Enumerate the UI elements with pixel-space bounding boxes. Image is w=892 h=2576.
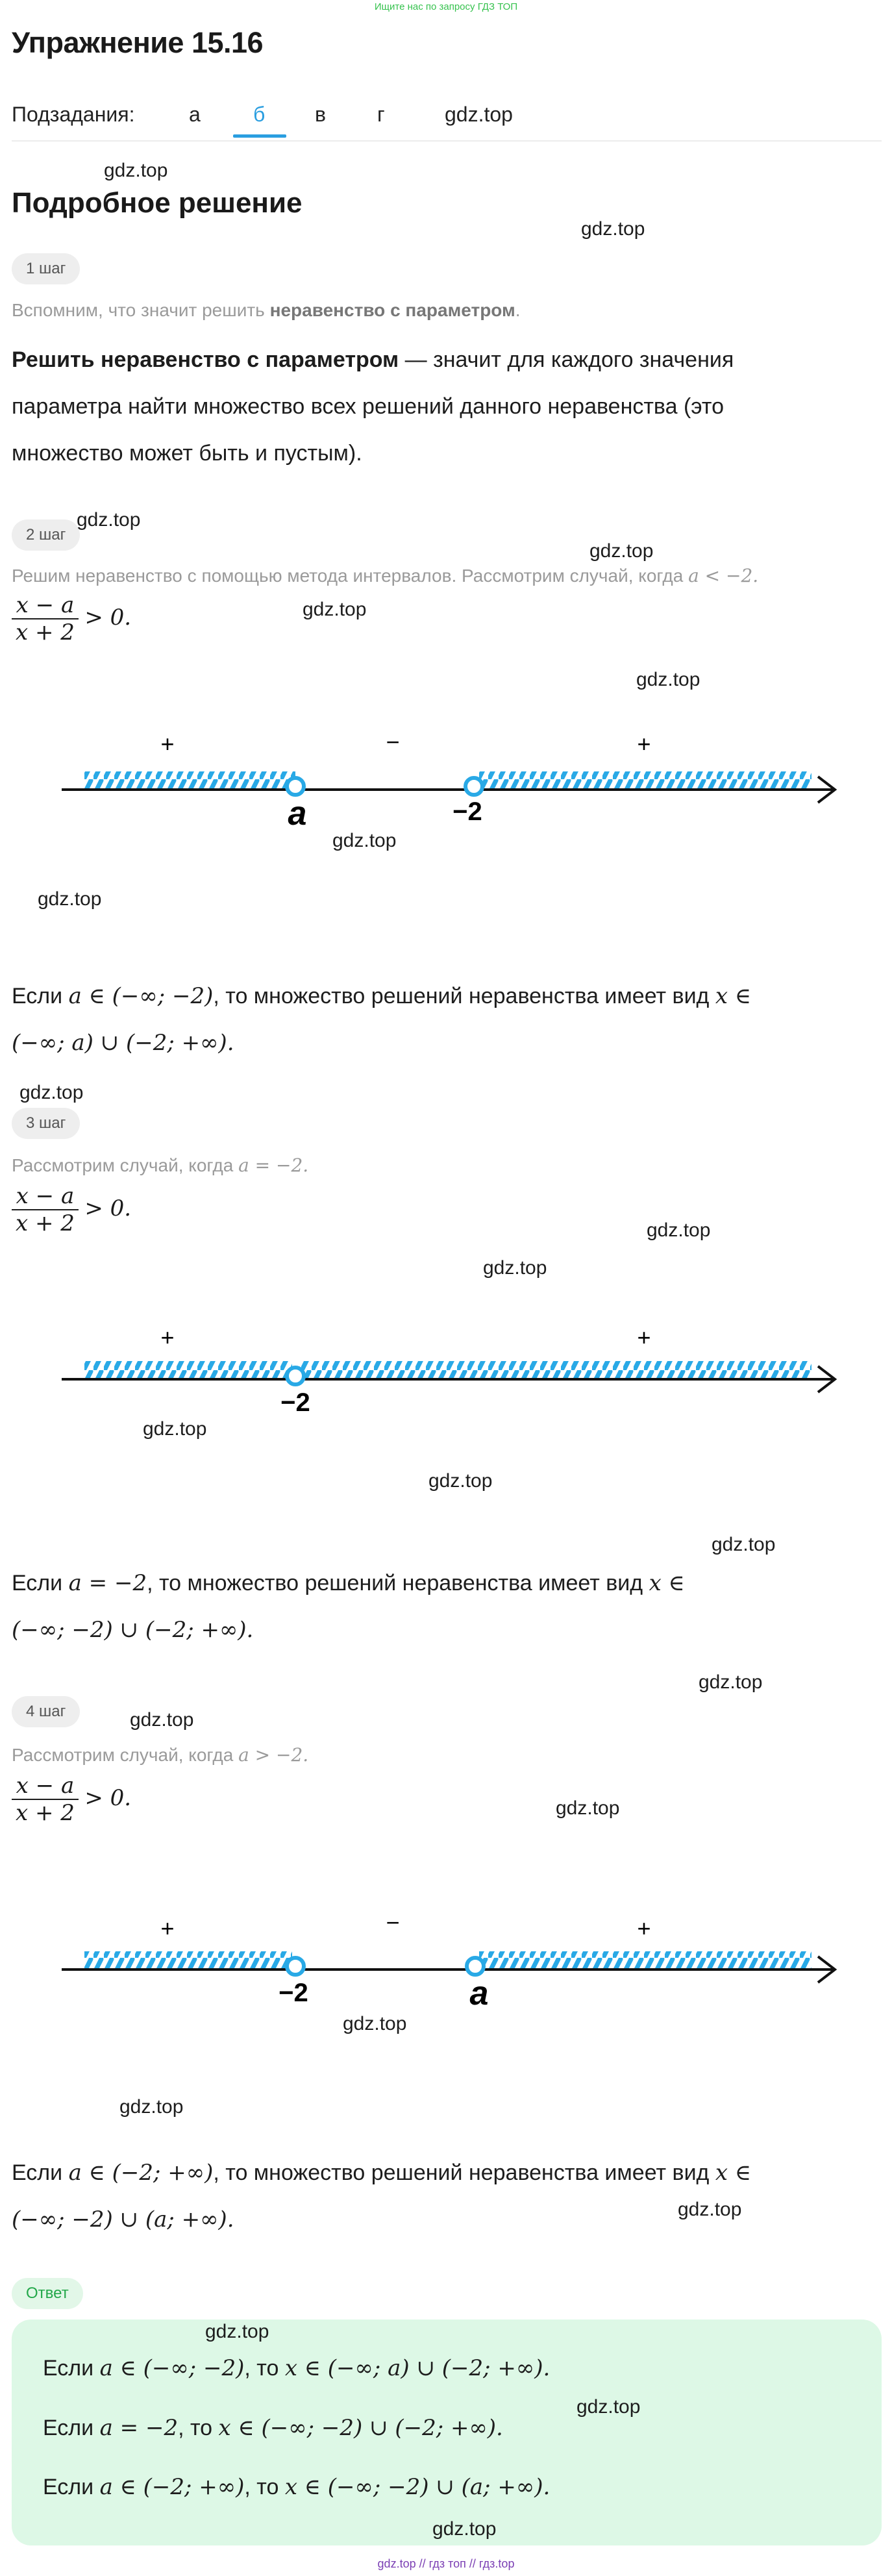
- sign-minus: −: [386, 729, 400, 755]
- watermark: gdz.top: [699, 1671, 763, 1693]
- sign-plus-1: +: [160, 1324, 175, 1351]
- watermark: gdz.top: [432, 2518, 497, 2540]
- step-2-inequality: $\frac{x - a}{x + 2}$ > 0.: [12, 592, 131, 645]
- step-4-number-line: [0, 1880, 892, 2036]
- hatch-left: [84, 1361, 292, 1378]
- watermark: gdz.top: [556, 1797, 620, 1819]
- hatch-right: [479, 771, 811, 788]
- section-title: Подробное решение: [12, 187, 303, 219]
- label-a: a: [469, 1975, 489, 2012]
- label-minus-2: −2: [452, 797, 482, 826]
- watermark: gdz.top: [19, 1082, 84, 1103]
- label-minus-2: −2: [279, 1979, 308, 2007]
- watermark: gdz.top: [589, 540, 654, 562]
- step-2-number-line: [0, 701, 892, 864]
- step-3-hint: Рассмотрим случай, когда a = −2.: [12, 1155, 309, 1176]
- watermark: gdz.top: [428, 1470, 493, 1492]
- watermark: gdz.top: [77, 509, 141, 531]
- answer-box: [12, 2320, 882, 2545]
- sign-plus-1: +: [160, 731, 175, 757]
- watermark: gdz.top: [678, 2199, 742, 2220]
- tab-gdz-top[interactable]: gdz.top: [445, 103, 513, 126]
- watermark: gdz.top: [119, 2096, 184, 2118]
- step-2-hint: Решим неравенство с помощью метода интервалов. Рассмотрим случай, когда a < −2.: [12, 565, 759, 586]
- answer-line-3: Если a ∈ (−2; +∞), то x ∈ (−∞; −2) ∪ (a; +∞).: [43, 2474, 551, 2500]
- sign-plus-1: +: [160, 1915, 175, 1942]
- step-4-badge: 4 шаг: [12, 1696, 80, 1727]
- tab-b[interactable]: б: [253, 103, 266, 126]
- watermark: gdz.top: [332, 830, 397, 851]
- point-minus-2: [287, 1958, 304, 1975]
- step-4-inequality: $\frac{x - a}{x + 2}$ > 0.: [12, 1773, 131, 1826]
- sign-minus: −: [386, 1909, 400, 1936]
- hatch-left: [84, 771, 295, 788]
- watermark: gdz.top: [712, 1534, 776, 1555]
- tab-v[interactable]: в: [315, 103, 326, 126]
- step-1-body: Решить неравенство с параметром — значит для каждого значения параметра найти множество всех решений данного неравенства (это множество может быть и пустым).: [12, 347, 734, 466]
- step-2-conclusion: Если a ∈ (−∞; −2), то множество решений неравенства имеет вид x ∈ (−∞; a) ∪ (−2; +∞).: [12, 983, 751, 1056]
- label-a: a: [288, 795, 307, 832]
- watermark: gdz.top: [636, 669, 700, 690]
- answer-badge: Ответ: [12, 2278, 83, 2309]
- watermark: gdz.top: [581, 218, 645, 240]
- label-minus-2: −2: [280, 1388, 310, 1417]
- answer-line-2: Если a = −2, то x ∈ (−∞; −2) ∪ (−2; +∞).: [43, 2415, 503, 2441]
- point-a: [287, 778, 304, 795]
- step-4-conclusion: Если a ∈ (−2; +∞), то множество решений неравенства имеет вид x ∈ (−∞; −2) ∪ (a; +∞).: [12, 2160, 751, 2232]
- watermark: gdz.top: [38, 888, 102, 910]
- step-3-inequality: $\frac{x - a}{x + 2}$ > 0.: [12, 1183, 131, 1236]
- point-minus-2: [465, 778, 482, 795]
- footer-links[interactable]: gdz.top // гдз топ // гдз.top: [377, 2557, 515, 2570]
- step-3-conclusion: Если a = −2, то множество решений неравенства имеет вид x ∈ (−∞; −2) ∪ (−2; +∞).: [12, 1570, 685, 1643]
- step-4-hint: Рассмотрим случай, когда a > −2.: [12, 1744, 309, 1766]
- step-2-badge: 2 шаг: [12, 519, 80, 551]
- tab-a[interactable]: а: [189, 103, 201, 126]
- watermark: gdz.top: [205, 2321, 269, 2342]
- step-1-bold-lead: Решить неравенство с параметром: [12, 347, 399, 372]
- watermark: gdz.top: [143, 1418, 207, 1440]
- watermark: gdz.top: [343, 2013, 407, 2034]
- step-1-hint: Вспомним, что значит решить неравенство с параметром.: [12, 300, 521, 320]
- sign-plus-2: +: [637, 731, 651, 757]
- point-a: [467, 1958, 484, 1975]
- step-1-badge: 1 шаг: [12, 253, 80, 284]
- sign-plus-2: +: [637, 1915, 651, 1942]
- tab-g[interactable]: г: [377, 103, 385, 126]
- step-3-number-line: [0, 1292, 892, 1435]
- step-3-badge: 3 шаг: [12, 1108, 80, 1139]
- hatch-left: [84, 1951, 292, 1968]
- watermark: gdz.top: [576, 2396, 641, 2418]
- top-banner: Ищите нас по запросу ГДЗ ТОП: [374, 1, 518, 12]
- watermark: gdz.top: [303, 599, 367, 620]
- watermark: gdz.top: [104, 160, 168, 181]
- hatch-right: [299, 1361, 811, 1378]
- hatch-right: [479, 1951, 811, 1968]
- sign-plus-2: +: [637, 1324, 651, 1351]
- active-tab-indicator: [233, 134, 286, 138]
- watermark: gdz.top: [647, 1219, 711, 1241]
- point-minus-2: [287, 1368, 304, 1384]
- watermark: gdz.top: [483, 1257, 547, 1279]
- subtasks-bar: [12, 97, 882, 142]
- watermark: gdz.top: [130, 1709, 194, 1731]
- exercise-title: Упражнение 15.16: [12, 26, 264, 59]
- answer-line-1: Если a ∈ (−∞; −2), то x ∈ (−∞; a) ∪ (−2; +∞).: [43, 2355, 551, 2381]
- subtasks-label: Подзадания:: [12, 103, 135, 126]
